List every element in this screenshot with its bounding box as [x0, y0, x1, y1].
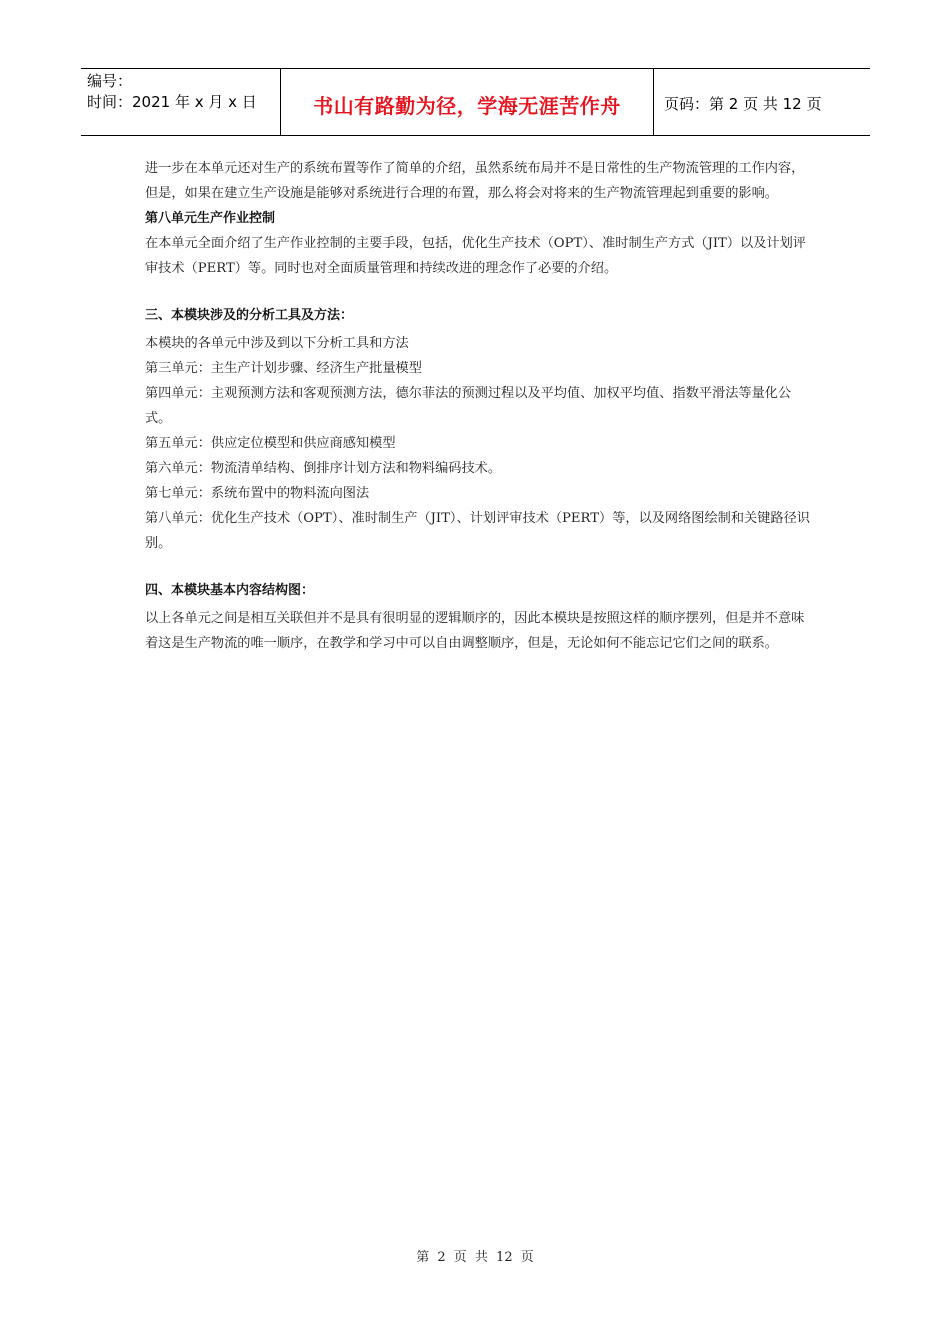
tool-item-unit6: 第六单元：物流清单结构、倒排序计划方法和物料编码技术。 [145, 461, 502, 476]
unit8-paragraph: 在本单元全面介绍了生产作业控制的主要手段，包括，优化生产技术（OPT）、准时制生产方式（JIT）以及计划评审技术（PERT）等。同时也对全面质量管理和持续改进的理念作了必要的介绍。 [145, 236, 806, 276]
page-footer: 第 2 页 共 12 页 [416, 1250, 534, 1265]
page-header [81, 68, 870, 136]
tool-item-unit4: 第四单元：主观预测方法和客观预测方法，德尔菲法的预测过程以及平均值、加权平均值、指数平滑法等量化公式。 [145, 386, 792, 426]
tool-item-unit3: 第三单元：主生产计划步骤、经济生产批量模型 [145, 361, 422, 376]
tool-item-unit8: 第八单元：优化生产技术（OPT）、准时制生产（JIT）、计划评审技术（PERT）等，以及网络图绘制和关键路径识别。 [145, 511, 810, 551]
section3-heading: 三、本模块涉及的分析工具及方法： [145, 308, 354, 323]
unit8-heading: 第八单元生产作业控制 [145, 211, 276, 226]
document-body [145, 156, 810, 656]
serial-number-label: 编号： [87, 72, 133, 90]
header-motto: 书山有路勤为径，学海无涯苦作舟 [281, 69, 654, 135]
tool-item-unit5: 第五单元：供应定位模型和供应商感知模型 [145, 436, 396, 451]
intro-paragraph: 进一步在本单元还对生产的系统布置等作了简单的介绍，虽然系统布局并不是日常性的生产物流管理的工作内容，但是，如果在建立生产设施是能够对系统进行合理的布置，那么将会对将来的生产物流管理起到重要的影响。 [145, 161, 805, 201]
section4-paragraph: 以上各单元之间是相互关联但并不是具有很明显的逻辑顺序的，因此本模块是按照这样的顺序摆列，但是并不意味着这是生产物流的唯一顺序，在教学和学习中可以自由调整顺序，但是，无论如何不能忘记它们之间的联系。 [145, 611, 805, 651]
date-label: 时间：2021 年 x 月 x 日 [87, 93, 257, 111]
tool-item-unit7: 第七单元：系统布置中的物料流向图法 [145, 486, 370, 501]
section3-intro: 本模块的各单元中涉及到以下分析工具和方法 [145, 336, 409, 351]
header-page-info: 页码：第 2 页 共 12 页 [664, 94, 822, 113]
section4-heading: 四、本模块基本内容结构图： [145, 583, 315, 598]
header-meta [81, 69, 281, 135]
